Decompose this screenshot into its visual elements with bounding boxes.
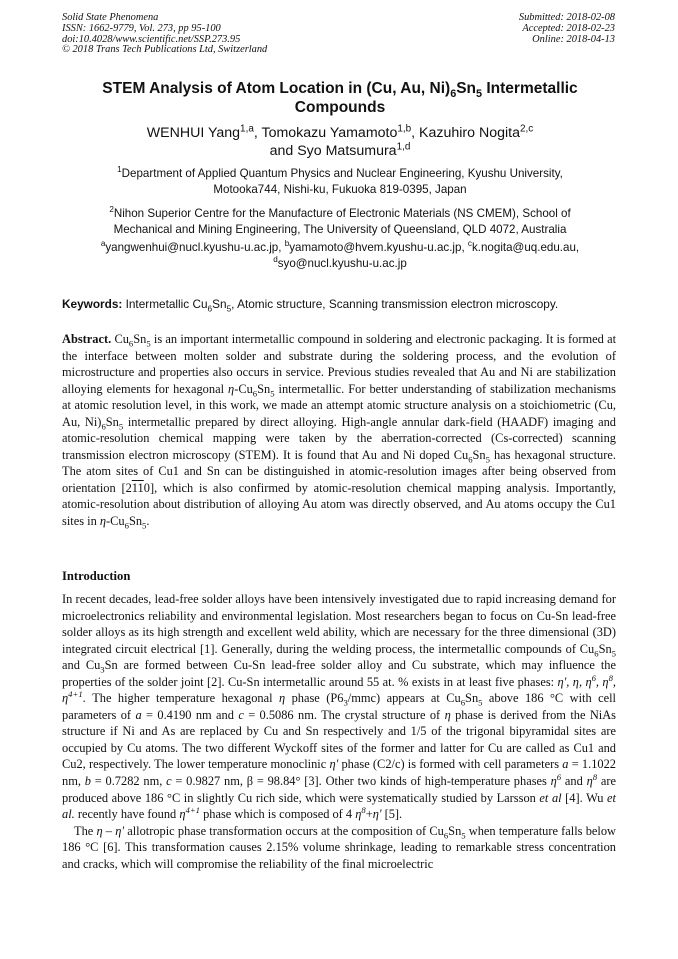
submitted-date: Submitted: 2018-02-08 [518, 12, 615, 23]
abstract-label: Abstract. [62, 332, 112, 346]
affiliation-1: $^1$Department of Applied Quantum Physics and Nuclear Engineering, Kyushu University, Motooka744, Nishi-ku, Fukuoka 819-0395, Japan [117, 165, 563, 196]
email-link[interactable]: yamamoto@hvem.kyushu-u.ac.jp, [289, 241, 468, 254]
affiliation-2: $^2$Nihon Superior Centre for the Manufacture of Electronic Materials (NS CMEM), School of Mechanical and Mining Engineering, The University of Queensland, QLD 4072, Australia [109, 205, 571, 236]
author-name: , Kazuhiro Nogita [411, 125, 521, 141]
author-name: and Syo Matsumura [269, 143, 397, 159]
journal-copyright: © 2018 Trans Tech Publications Ltd, Switzerland [62, 44, 268, 56]
email-link[interactable]: yangwenhui@nucl.kyushu-u.ac.jp, [105, 241, 285, 254]
author-list: WENHUI Yang$^{1,a}$, Tomokazu Yamamoto$^{1,b}$, Kazuhiro Nogita$^{2,c}$ and Syo Matsumura$^{1,d}$ [146, 123, 534, 159]
paper-title: STEM Analysis of Atom Location in (Cu, Au, $Ni)_6Sn_5$ Intermetallic Compounds [102, 80, 578, 116]
paragraph: The η – η' allotropic phase transformation occurs at the composition of $Cu_6Sn_5$ when temperature falls below 186 °C [6]. This transformation causes 2.15% volume shrinkage, leading to remarkable stress concentration and cracks, which will compromise the reliability of the final microelectric [62, 823, 616, 871]
journal-header [62, 13, 267, 56]
email-link[interactable]: syo@nucl.kyushu-u.ac.jp [277, 256, 407, 270]
abstract: Abstract. $Cu_6Sn_5$ is an important intermetallic compound in soldering and electronic packaging. It is formed at the interface between molten solder and substrate during the soldering process, and the evolution of microstructure and properties also occurs in service. Previous studies revealed that Au and Ni are stabilization alloying elements for hexagonal $\eta-Cu_6Sn_5$ intermetallic. For better understanding of stabilization mechanisms at atomic resolution level, in this work, we made an attempt atomic structure analysis on a stoichiometric (Cu, Au, $Ni)_6Sn_5$ intermetallic prepared by direct alloying. High-angle annular dark-field (HAADF) imaging and atomic-resolution chemical mapping were taken by the aberration-corrected (Cs-corrected) scanning transmission electron microscopy (STEM). It is found that Au and Ni doped $Cu_6Sn_5$ has hexagonal structure. The atom sites of Cu1 and Sn can be distinguished in atomic-resolution images after being observed from orientation [2110], which is also confirmed by atomic-resolution chemical mapping analysis. Importantly, atomic-resolution about distribution of alloying Au atom was directly observed, and Au atoms occupy the Cu1 sites in $\eta-Cu_6Sn_5$. [62, 332, 617, 531]
journal-name: Solid State Phenomena [62, 12, 159, 23]
accepted-date: Accepted: 2018-02-23 [522, 22, 615, 34]
email-link[interactable]: k.nogita@uq.edu.au, [471, 241, 580, 254]
keywords: Keywords: Intermetallic $Cu_6Sn_5$, Atomic structure, Scanning transmission electron microscopy. [62, 297, 559, 314]
section-heading-introduction: Introduction [62, 569, 131, 583]
author-name: WENHUI Yang [146, 125, 241, 141]
dates-header [519, 13, 615, 45]
introduction-body [62, 591, 616, 872]
orientation-index: [2110] [121, 480, 155, 495]
paragraph: In recent decades, lead-free solder alloys have been intensively investigated due to rapid increasing demand for microelectronics reliability and environmental legislation. Most researchers began to focus on Cu-Sn lead-free solder alloys as its high strength and excellent weld ability, which are necessary for the three dimensional (3D) integrated circuit electrical [1]. Generally, during the welding process, the intermetallic compounds of $Cu_6Sn_5$ and $Cu_3Sn$ are formed between Cu-Sn lead-free solder alloy and Cu substrate, which may influence the properties of the solder joint [2]. Cu-Sn intermetallic around 55 at. % exists in at least five phases: η', η, $\eta^6$, $\eta^8$, $\eta^{4+1}$. The higher temperature hexagonal η phase $(P6_3/mmc)$ appears at $Cu_6Sn_5$ above 186 °C with cell parameters of a = 0.4190 nm and c = 0.5086 nm. The crystal structure of η phase is derived from the NiAs structure if Ni and As are replaced by Cu and Sn respectively and 1/5 of the trigonal bipyramidal sites are occupied by Cu atoms. The two different Wyckoff sites of the former and latter for Cu are called as Cu1 and Cu2, respectively. The lower temperature monoclinic η' phase (C2/c) is formed with cell parameters a = 1.1022 nm, b = 0.7282 nm, c = 0.9827 nm, β = 98.84° [3]. Other two kinds of high-temperature phases $\eta^6$ and $\eta^8$ are produced above 186 °C in slightly Cu rich side, which were systematically studied by Larsson et al [4]. Wu et al. recently have found $\eta^{4+1}$ phase which is composed of 4 $\eta^8+\eta'$ [5]. [62, 592, 617, 822]
author-name: , Tomokazu Yamamoto [253, 125, 398, 141]
journal-issn: ISSN: 1662-9779, Vol. 273, pp 95-100 [62, 22, 221, 34]
online-date: Online: 2018-04-13 [532, 33, 615, 45]
email-list: $^a$yangwenhui@nucl.kyushu-u.ac.jp, $^b$yamamoto@hvem.kyushu-u.ac.jp, $^c$k.nogita@uq.edu.au, $^d$syo@nucl.kyushu-u.ac.jp [100, 239, 580, 270]
keywords-label: Keywords: [62, 297, 123, 311]
journal-doi[interactable]: doi:10.4028/www.scientific.net/SSP.273.95 [62, 33, 241, 45]
